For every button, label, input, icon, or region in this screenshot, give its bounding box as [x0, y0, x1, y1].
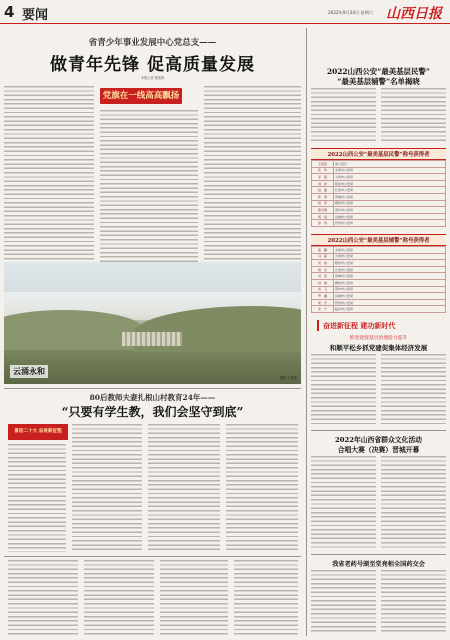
award-name: 宋 宁 [312, 306, 334, 313]
award-table-1-title: 2022山西公安“最美基层民警”称号获得者 [311, 148, 446, 160]
story-headline: 做青年先锋 促高质量发展 [50, 55, 255, 75]
award-row [312, 306, 446, 313]
award-row [312, 200, 446, 207]
police-headline-1: 2022山西公安“最美基层民警” [327, 67, 430, 76]
award-row [312, 193, 446, 200]
right-rule-1 [311, 430, 446, 431]
award-name: 王某某 [312, 161, 334, 168]
award-name: 吴 昊 [312, 260, 334, 267]
story-kicker: 省青少年事业发展中心党总支—— [88, 38, 217, 48]
award-name: 刘 洋 [312, 180, 334, 187]
bottom-left-rule [4, 556, 301, 557]
mid-subhead: 抓党建促基层治理能力提升 [349, 336, 408, 341]
award-unit: 运城市公安局 [334, 213, 446, 220]
police-text-col2 [381, 88, 446, 144]
award-row [312, 247, 446, 254]
award-name: 林 峰 [312, 279, 334, 286]
masthead [0, 0, 450, 24]
award-unit: 大同市公安局 [334, 253, 446, 260]
mid-text-col2 [381, 354, 446, 426]
column-divider [306, 28, 307, 636]
lower-text-col3 [148, 424, 220, 552]
lower-text-col4 [226, 424, 298, 552]
award-name: 冯 亮 [312, 273, 334, 280]
pharma-text-col1 [311, 570, 376, 634]
award-name: 梁 宇 [312, 299, 334, 306]
choir-headline-1: 2022年山西省群众文化活动 [335, 436, 422, 444]
bottom-text-col1 [8, 560, 78, 636]
choir-text-col1 [311, 456, 376, 550]
photo-rule [4, 388, 301, 389]
lower-tag-box [8, 424, 68, 440]
mid-text-col1 [311, 354, 376, 426]
award-row [312, 220, 446, 227]
award-unit: 阳泉市公安局 [334, 180, 446, 187]
award-name: 马 超 [312, 253, 334, 260]
bottom-text-col3 [160, 560, 228, 636]
story-text-col2 [100, 110, 198, 286]
story-text-col3 [204, 86, 301, 286]
banner-box [100, 88, 182, 104]
award-row [312, 279, 446, 286]
lower-headline: “只要有学生教，我们会坚守到底” [61, 405, 244, 419]
bottom-text-col4 [234, 560, 298, 636]
award-row [312, 260, 446, 267]
award-unit: 阳泉市公安局 [334, 260, 446, 267]
mid-kicker: 奋进新征程 建功新时代 [323, 321, 396, 330]
award-row [312, 207, 446, 214]
award-unit: 大同市公安局 [334, 174, 446, 181]
award-row [312, 213, 446, 220]
pharma-text-col2 [381, 570, 446, 634]
lower-text-col1 [8, 444, 66, 552]
award-name: 何 飞 [312, 286, 334, 293]
award-table-2-title: 2022山西公安“最美基层辅警”称号获得者 [311, 234, 446, 246]
award-unit: 太原市公安局 [334, 247, 446, 254]
choir-headline-2: 合唱大赛（决赛）晋城开幕 [337, 446, 420, 454]
village [122, 332, 182, 346]
award-name: 张 伟 [312, 167, 334, 174]
award-unit: 长治市公安局 [334, 187, 446, 194]
award-name: 高 鹏 [312, 247, 334, 254]
right-rule-2 [311, 554, 446, 555]
award-table-2 [311, 234, 446, 313]
lower-kicker: 80后教师夫妻扎根山村教育24年—— [89, 393, 216, 402]
award-row [312, 286, 446, 293]
award-name: 杨 军 [312, 200, 334, 207]
award-row [312, 273, 446, 280]
award-row [312, 266, 446, 273]
award-row [312, 167, 446, 174]
award-unit: 长治市公安局 [334, 266, 446, 273]
page-number: 4 [4, 3, 15, 21]
award-name: 赵 磊 [312, 187, 334, 194]
banner-label: 党旗在一线高高飘扬 [102, 91, 180, 101]
award-name: 郭志刚 [312, 207, 334, 214]
award-name: 罗 鑫 [312, 293, 334, 300]
award-unit: 晋中市公安局 [334, 286, 446, 293]
landscape-photo [4, 262, 301, 384]
issue-date: 2022年9月24日 星期六 [328, 10, 374, 15]
right-column [311, 28, 446, 638]
award-unit: 朔州市公安局 [334, 279, 446, 286]
award-row [312, 180, 446, 187]
award-unit: 忻州市公安局 [334, 299, 446, 306]
award-unit: 晋中市公安局 [334, 207, 446, 214]
award-name: 李 强 [312, 174, 334, 181]
award-table-2-grid [311, 246, 446, 313]
award-unit: 太原市公安局 [334, 167, 446, 174]
award-row [312, 174, 446, 181]
photo-caption-label: 云涌永和 [10, 365, 48, 378]
award-name: 周 斌 [312, 213, 334, 220]
award-row [312, 161, 446, 168]
award-name: 孙 涛 [312, 220, 334, 227]
lower-text-col2 [72, 424, 142, 552]
award-row [312, 253, 446, 260]
award-unit: 晋城市公安局 [334, 273, 446, 280]
mid-headline: 和顺平松乡抓党建促集体经济发展 [329, 344, 428, 352]
award-row [312, 187, 446, 194]
award-name: 胡 杰 [312, 266, 334, 273]
award-table-1-grid [311, 160, 446, 227]
photo-credit: 摄影 王某某 [280, 375, 297, 380]
bottom-text-col2 [84, 560, 154, 636]
award-table-1 [311, 148, 446, 227]
police-headline-2: “最美基层辅警”名单揭晓 [337, 77, 420, 86]
award-unit: 运城市公安局 [334, 293, 446, 300]
mid-kicker-box [317, 320, 440, 331]
choir-text-col2 [381, 456, 446, 550]
award-name: 陈 勇 [312, 193, 334, 200]
pharma-headline: 我省老药号颁至堂亮相全国药交会 [332, 561, 425, 568]
lower-tag-label: 喜迎二十大 奋进新征程 [14, 429, 62, 434]
award-unit: 省公安厅 [334, 161, 446, 168]
masthead-rule [0, 23, 450, 24]
award-unit: 忻州市公安局 [334, 220, 446, 227]
award-row [312, 293, 446, 300]
police-text-col1 [311, 88, 376, 144]
story-byline: 本报记者 陈俊锋 [140, 76, 165, 80]
award-unit: 临汾市公安局 [334, 306, 446, 313]
paper-logo: 山西日报 [386, 6, 442, 22]
award-row [312, 299, 446, 306]
award-unit: 朔州市公安局 [334, 200, 446, 207]
section-title: 要闻 [22, 8, 49, 23]
story-text-col1 [4, 86, 94, 286]
award-unit: 晋城市公安局 [334, 193, 446, 200]
